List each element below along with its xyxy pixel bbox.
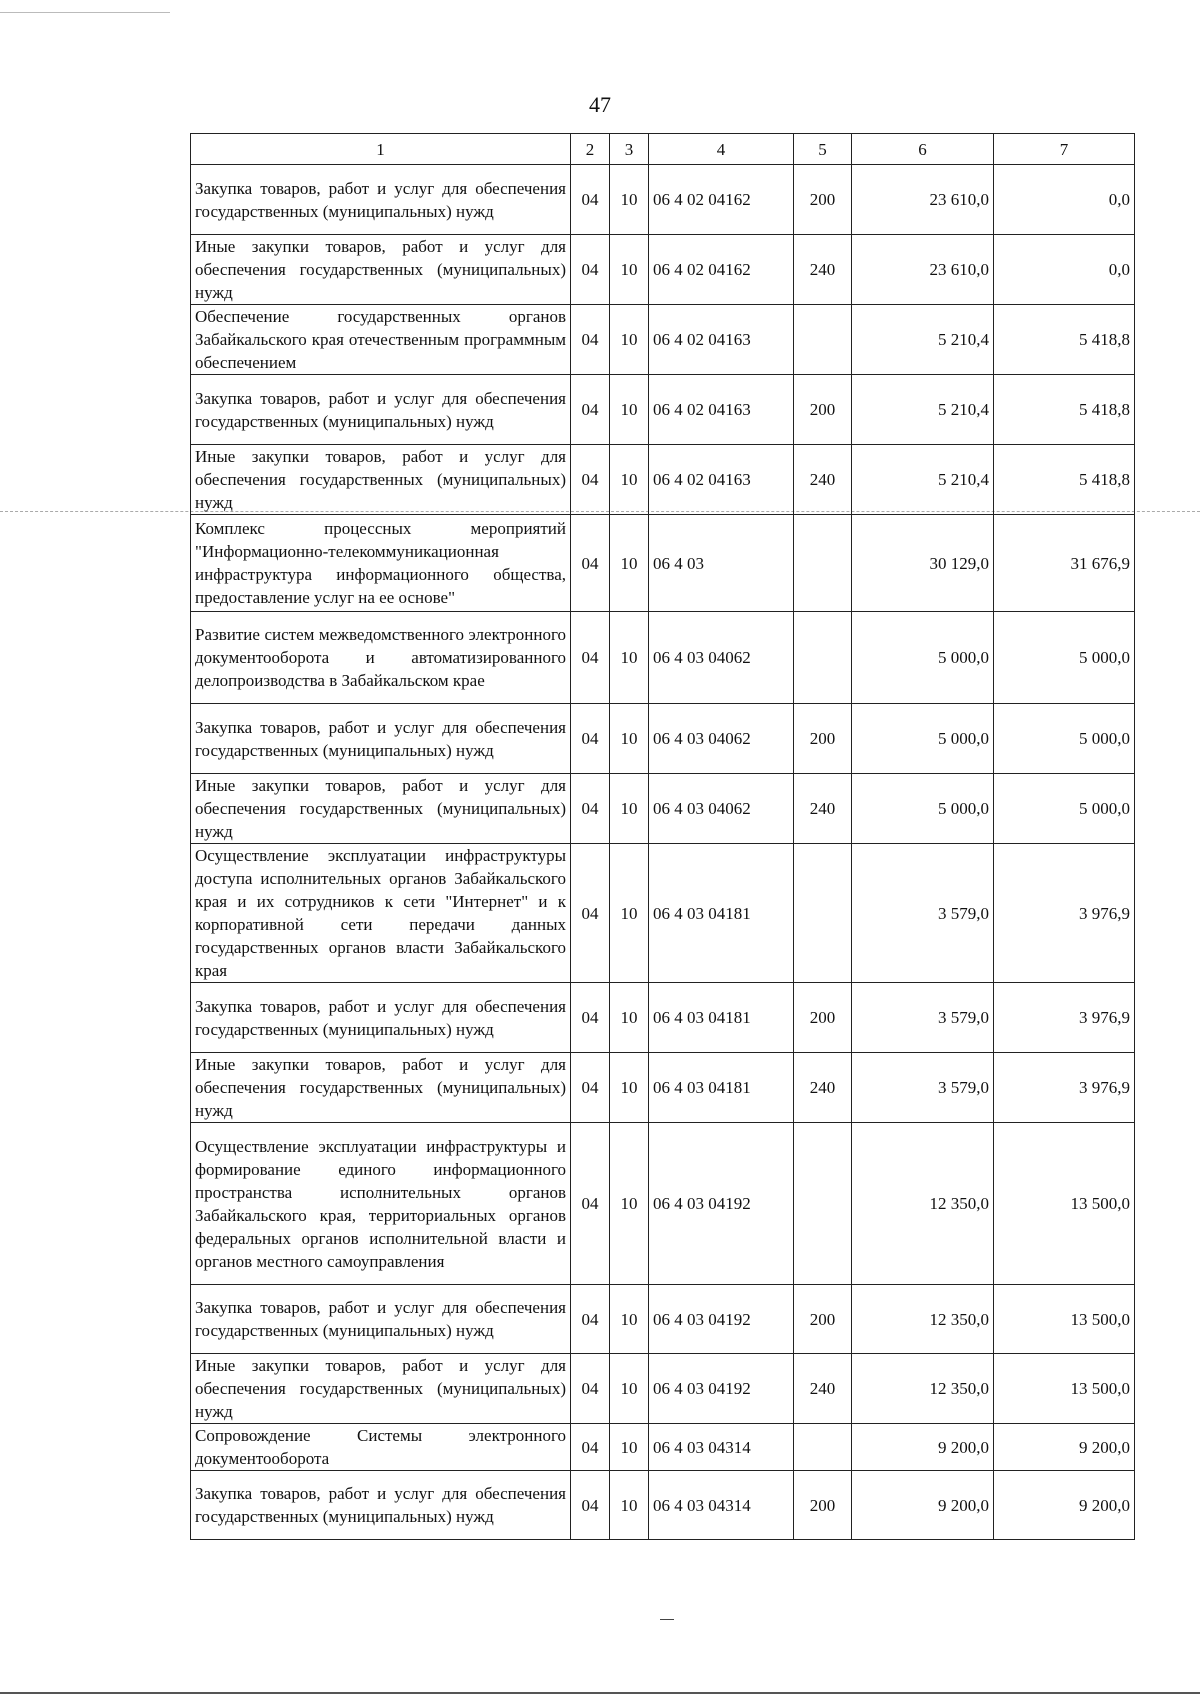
row-sum-col-6: 12 350,0 xyxy=(852,1354,994,1424)
row-name: Закупка товаров, работ и услуг для обеспечения государственных (муниципальных) нужд xyxy=(191,1471,571,1540)
row-sum-col-6: 5 000,0 xyxy=(852,612,994,704)
row-sum-col-7: 31 676,9 xyxy=(994,515,1135,612)
row-col-2: 04 xyxy=(571,704,610,774)
table-row xyxy=(191,1354,1135,1424)
row-col-3: 10 xyxy=(610,1053,649,1123)
row-sum-col-6: 12 350,0 xyxy=(852,1123,994,1285)
row-name: Иные закупки товаров, работ и услуг для обеспечения государственных (муниципальных) нужд xyxy=(191,1053,571,1123)
row-col-2: 04 xyxy=(571,1053,610,1123)
row-name: Обеспечение государственных органов Забайкальского края отечественным программным обеспечением xyxy=(191,305,571,375)
header-col-2: 2 xyxy=(571,134,610,165)
table-row xyxy=(191,1285,1135,1354)
table-row xyxy=(191,1123,1135,1285)
table-row xyxy=(191,445,1135,515)
row-sum-col-6: 5 210,4 xyxy=(852,305,994,375)
row-col-3: 10 xyxy=(610,1123,649,1285)
table-body xyxy=(191,165,1135,1540)
row-sum-col-7: 5 418,8 xyxy=(994,305,1135,375)
row-col-3: 10 xyxy=(610,774,649,844)
row-target-code: 06 4 03 04181 xyxy=(649,1053,794,1123)
table-row xyxy=(191,515,1135,612)
row-col-2: 04 xyxy=(571,1354,610,1424)
row-sum-col-7: 0,0 xyxy=(994,165,1135,235)
row-name: Сопровождение Системы электронного документооборота xyxy=(191,1424,571,1471)
row-col-3: 10 xyxy=(610,235,649,305)
row-expense-type xyxy=(794,1424,852,1471)
row-target-code: 06 4 03 04314 xyxy=(649,1424,794,1471)
row-col-3: 10 xyxy=(610,165,649,235)
row-col-2: 04 xyxy=(571,445,610,515)
page-number: 47 xyxy=(589,92,611,117)
row-name: Закупка товаров, работ и услуг для обеспечения государственных (муниципальных) нужд xyxy=(191,1285,571,1354)
row-expense-type: 240 xyxy=(794,445,852,515)
row-sum-col-7: 13 500,0 xyxy=(994,1123,1135,1285)
row-sum-col-7: 5 000,0 xyxy=(994,774,1135,844)
row-col-3: 10 xyxy=(610,375,649,445)
row-target-code: 06 4 03 xyxy=(649,515,794,612)
row-col-3: 10 xyxy=(610,983,649,1053)
row-sum-col-7: 5 000,0 xyxy=(994,704,1135,774)
header-row xyxy=(191,134,1135,165)
row-sum-col-7: 13 500,0 xyxy=(994,1285,1135,1354)
row-target-code: 06 4 03 04062 xyxy=(649,774,794,844)
row-col-3: 10 xyxy=(610,1285,649,1354)
row-name: Закупка товаров, работ и услуг для обеспечения государственных (муниципальных) нужд xyxy=(191,983,571,1053)
row-name: Закупка товаров, работ и услуг для обеспечения государственных (муниципальных) нужд xyxy=(191,375,571,445)
row-target-code: 06 4 03 04062 xyxy=(649,612,794,704)
row-sum-col-6: 23 610,0 xyxy=(852,235,994,305)
table-header xyxy=(191,134,1135,165)
row-sum-col-6: 3 579,0 xyxy=(852,1053,994,1123)
row-sum-col-6: 5 210,4 xyxy=(852,375,994,445)
row-target-code: 06 4 03 04181 xyxy=(649,844,794,983)
table-row xyxy=(191,704,1135,774)
row-sum-col-7: 0,0 xyxy=(994,235,1135,305)
scan-artifact-top-line xyxy=(0,12,170,13)
table-row xyxy=(191,305,1135,375)
row-col-3: 10 xyxy=(610,1471,649,1540)
row-sum-col-6: 12 350,0 xyxy=(852,1285,994,1354)
row-sum-col-6: 30 129,0 xyxy=(852,515,994,612)
row-target-code: 06 4 03 04192 xyxy=(649,1285,794,1354)
header-col-7: 7 xyxy=(994,134,1135,165)
header-col-1: 1 xyxy=(191,134,571,165)
row-expense-type xyxy=(794,305,852,375)
row-expense-type xyxy=(794,515,852,612)
row-col-2: 04 xyxy=(571,1471,610,1540)
row-col-2: 04 xyxy=(571,844,610,983)
row-col-2: 04 xyxy=(571,983,610,1053)
row-expense-type: 200 xyxy=(794,375,852,445)
table-row xyxy=(191,1424,1135,1471)
row-name: Комплекс процессных мероприятий "Информационно-телекоммуникационная инфраструктура информационного общества, предоставление услуг на ее основе" xyxy=(191,515,571,612)
row-expense-type: 200 xyxy=(794,165,852,235)
row-col-2: 04 xyxy=(571,165,610,235)
page-bottom-dash xyxy=(660,1619,674,1620)
row-name: Осуществление эксплуатации инфраструктуры доступа исполнительных органов Забайкальского края и их сотрудников к сети "Интернет" и к корпоративной сети передачи данных государственных органов власти Забайкальского края xyxy=(191,844,571,983)
budget-table xyxy=(190,133,1135,1540)
row-sum-col-6: 5 000,0 xyxy=(852,704,994,774)
table-row xyxy=(191,844,1135,983)
row-expense-type: 240 xyxy=(794,774,852,844)
row-sum-col-6: 5 210,4 xyxy=(852,445,994,515)
row-name: Осуществление эксплуатации инфраструктуры и формирование единого информационного пространства исполнительных органов Забайкальского края, территориальных органов федеральных органов исполнительной власти и органов местного самоуправления xyxy=(191,1123,571,1285)
row-target-code: 06 4 02 04163 xyxy=(649,445,794,515)
row-expense-type: 200 xyxy=(794,1285,852,1354)
header-col-5: 5 xyxy=(794,134,852,165)
row-sum-col-6: 5 000,0 xyxy=(852,774,994,844)
table-row xyxy=(191,1053,1135,1123)
row-col-2: 04 xyxy=(571,235,610,305)
row-expense-type xyxy=(794,612,852,704)
row-col-2: 04 xyxy=(571,1123,610,1285)
row-name: Иные закупки товаров, работ и услуг для обеспечения государственных (муниципальных) нужд xyxy=(191,445,571,515)
row-expense-type: 200 xyxy=(794,704,852,774)
row-sum-col-6: 3 579,0 xyxy=(852,844,994,983)
row-col-3: 10 xyxy=(610,612,649,704)
row-col-2: 04 xyxy=(571,375,610,445)
header-col-6: 6 xyxy=(852,134,994,165)
row-target-code: 06 4 03 04314 xyxy=(649,1471,794,1540)
row-col-3: 10 xyxy=(610,445,649,515)
row-target-code: 06 4 02 04163 xyxy=(649,305,794,375)
row-target-code: 06 4 03 04062 xyxy=(649,704,794,774)
row-name: Закупка товаров, работ и услуг для обеспечения государственных (муниципальных) нужд xyxy=(191,165,571,235)
row-target-code: 06 4 02 04162 xyxy=(649,165,794,235)
row-name: Иные закупки товаров, работ и услуг для обеспечения государственных (муниципальных) нужд xyxy=(191,235,571,305)
table-row xyxy=(191,235,1135,305)
row-sum-col-7: 5 000,0 xyxy=(994,612,1135,704)
table-row xyxy=(191,375,1135,445)
header-col-4: 4 xyxy=(649,134,794,165)
row-expense-type: 240 xyxy=(794,1354,852,1424)
row-name: Развитие систем межведомственного электронного документооборота и автоматизированного делопроизводства в Забайкальском крае xyxy=(191,612,571,704)
row-sum-col-6: 9 200,0 xyxy=(852,1471,994,1540)
row-expense-type: 200 xyxy=(794,983,852,1053)
row-sum-col-7: 9 200,0 xyxy=(994,1471,1135,1540)
row-target-code: 06 4 02 04163 xyxy=(649,375,794,445)
row-expense-type xyxy=(794,1123,852,1285)
row-col-2: 04 xyxy=(571,612,610,704)
table-row xyxy=(191,983,1135,1053)
row-col-2: 04 xyxy=(571,1424,610,1471)
row-expense-type: 200 xyxy=(794,1471,852,1540)
header-col-3: 3 xyxy=(610,134,649,165)
row-sum-col-6: 23 610,0 xyxy=(852,165,994,235)
row-target-code: 06 4 03 04192 xyxy=(649,1354,794,1424)
row-col-3: 10 xyxy=(610,1424,649,1471)
table-row xyxy=(191,165,1135,235)
row-sum-col-6: 9 200,0 xyxy=(852,1424,994,1471)
row-col-3: 10 xyxy=(610,844,649,983)
row-target-code: 06 4 03 04181 xyxy=(649,983,794,1053)
row-col-2: 04 xyxy=(571,515,610,612)
row-col-2: 04 xyxy=(571,305,610,375)
row-sum-col-7: 3 976,9 xyxy=(994,844,1135,983)
row-name: Иные закупки товаров, работ и услуг для обеспечения государственных (муниципальных) нужд xyxy=(191,774,571,844)
row-sum-col-7: 13 500,0 xyxy=(994,1354,1135,1424)
row-col-3: 10 xyxy=(610,1354,649,1424)
row-sum-col-7: 9 200,0 xyxy=(994,1424,1135,1471)
row-name: Иные закупки товаров, работ и услуг для обеспечения государственных (муниципальных) нужд xyxy=(191,1354,571,1424)
row-sum-col-7: 5 418,8 xyxy=(994,445,1135,515)
scan-artifact-bottom-edge xyxy=(0,1692,1200,1694)
row-expense-type: 240 xyxy=(794,235,852,305)
row-sum-col-6: 3 579,0 xyxy=(852,983,994,1053)
row-target-code: 06 4 03 04192 xyxy=(649,1123,794,1285)
row-name: Закупка товаров, работ и услуг для обеспечения государственных (муниципальных) нужд xyxy=(191,704,571,774)
table-row xyxy=(191,612,1135,704)
row-sum-col-7: 3 976,9 xyxy=(994,1053,1135,1123)
row-col-2: 04 xyxy=(571,1285,610,1354)
table-row xyxy=(191,1471,1135,1540)
row-target-code: 06 4 02 04162 xyxy=(649,235,794,305)
row-sum-col-7: 5 418,8 xyxy=(994,375,1135,445)
row-expense-type xyxy=(794,844,852,983)
row-col-3: 10 xyxy=(610,305,649,375)
row-col-3: 10 xyxy=(610,704,649,774)
row-sum-col-7: 3 976,9 xyxy=(994,983,1135,1053)
row-col-3: 10 xyxy=(610,515,649,612)
row-col-2: 04 xyxy=(571,774,610,844)
table-row xyxy=(191,774,1135,844)
row-expense-type: 240 xyxy=(794,1053,852,1123)
